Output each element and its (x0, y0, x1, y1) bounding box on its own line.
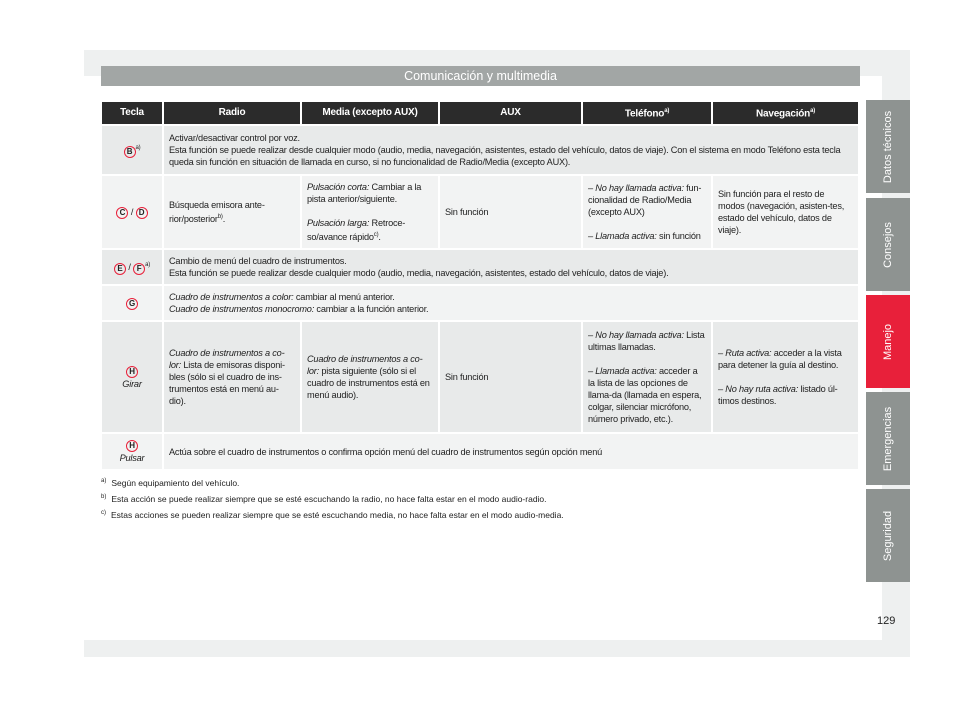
key-d-icon: D (136, 207, 148, 219)
description-cell: Cambio de menú del cuadro de instrumentos. Esta función se puede realizar desde cualquier modo (audio, media, navegación, asistentes, estado del vehículo, datos de viaje). (164, 250, 858, 284)
key-g-icon: G (126, 298, 138, 310)
key-e-icon: E (114, 263, 126, 275)
section-header: Comunicación y multimedia (101, 66, 860, 86)
tab-emergencias[interactable]: Emergencias (866, 392, 910, 485)
telefono-cell: – No hay llamada activa: fun-cionalidad de Radio/Media (excepto AUX) – Llamada activa: sin función (583, 176, 711, 248)
key-cell: H Girar (102, 322, 162, 432)
col-radio: Radio (164, 102, 300, 124)
navegacion-cell: Sin función para el resto de modos (navegación, asisten-tes, estado del vehículo, datos de viaje). (713, 176, 858, 248)
col-media: Media (excepto AUX) (302, 102, 438, 124)
tab-seguridad[interactable]: Seguridad (866, 489, 910, 582)
tab-consejos[interactable]: Consejos (866, 198, 910, 291)
tab-datos-tecnicos[interactable]: Datos técnicos (866, 100, 910, 193)
key-h-icon: H (126, 440, 138, 452)
table-header (102, 102, 858, 124)
media-cell: Cuadro de instrumentos a co-lor: pista siguiente (sólo si el cuadro de instrumentos está en menú audio). (302, 322, 438, 432)
media-cell: Pulsación corta: Cambiar a la pista anterior/siguiente. Pulsación larga: Retroce-so/avance rápido$^{c)}$. (302, 176, 438, 248)
key-b-icon: B (124, 146, 136, 158)
aux-cell: Sin función (440, 322, 581, 432)
navegacion-cell: – Ruta activa: acceder a la vista para detener la guía al destino. – No hay ruta activa: listado úl-timos destinos. (713, 322, 858, 432)
key-cell (102, 286, 162, 320)
key-cell: H Pulsar (102, 434, 162, 469)
controls-table (100, 100, 860, 471)
telefono-cell: – No hay llamada activa: Lista ultimas llamadas. – Llamada activa: acceder a la lista de las opciones de llama-da (llamada en espera, colgar, silenciar micrófono, número privado, etc.). (583, 322, 711, 432)
key-cell: E / F $^{a)}$ (102, 250, 162, 284)
table-row (102, 126, 858, 174)
footnote-a: $^{a)}$ Según equipamiento del vehículo. (101, 478, 240, 488)
footnote-c: $^{c)}$ Estas acciones se pueden realizar siempre que se esté escuchando media, no hace falta estar en el modo audio-media. (101, 510, 564, 520)
key-cell: C / D (102, 176, 162, 248)
col-aux: AUX (440, 102, 581, 124)
key-f-icon: F (133, 263, 145, 275)
description-cell: Cuadro de instrumentos a color: cambiar al menú anterior. Cuadro de instrumentos monocromo: cambiar a la función anterior. (164, 286, 858, 320)
page-number: 129 (877, 615, 896, 627)
col-telefono: Teléfono$^{a)}$ (583, 102, 711, 124)
table-row (102, 322, 858, 432)
description-cell: Actúa sobre el cuadro de instrumentos o confirma opción menú del cuadro de instrumentos según opción menú (164, 434, 858, 469)
col-navegacion: Navegación$^{a)}$ (713, 102, 858, 124)
key-cell: B $^{a)}$ (102, 126, 162, 174)
radio-cell: Cuadro de instrumentos a co-lor: Lista de emisoras disponi-bles (sólo si el cuadro de ins-trumentos está en menú au-dio). (164, 322, 300, 432)
col-tecla: Tecla (102, 102, 162, 124)
table-row (102, 250, 858, 284)
footnote-b: $^{b)}$ Esta acción se puede realizar siempre que se esté escuchando la radio, no hace falta estar en el modo audio-radio. (101, 494, 547, 504)
description-cell: Activar/desactivar control por voz. Esta función se puede realizar desde cualquier modo (audio, media, navegación, asistentes, estado del vehículo, datos de viaje). Con el sistema en modo Teléfono esta tecla queda sin función en situación de llamada en curso, si no funcionalidad de Radio/Media (excepto AUX). (164, 126, 858, 174)
radio-cell: Búsqueda emisora ante-rior/posterior$^{b)}$. (164, 176, 300, 248)
key-h-icon: H (126, 366, 138, 378)
aux-cell: Sin función (440, 176, 581, 248)
tab-manejo[interactable]: Manejo (866, 295, 910, 388)
table-row (102, 176, 858, 248)
key-c-icon: C (116, 207, 128, 219)
table-row (102, 434, 858, 469)
table-row (102, 286, 858, 320)
